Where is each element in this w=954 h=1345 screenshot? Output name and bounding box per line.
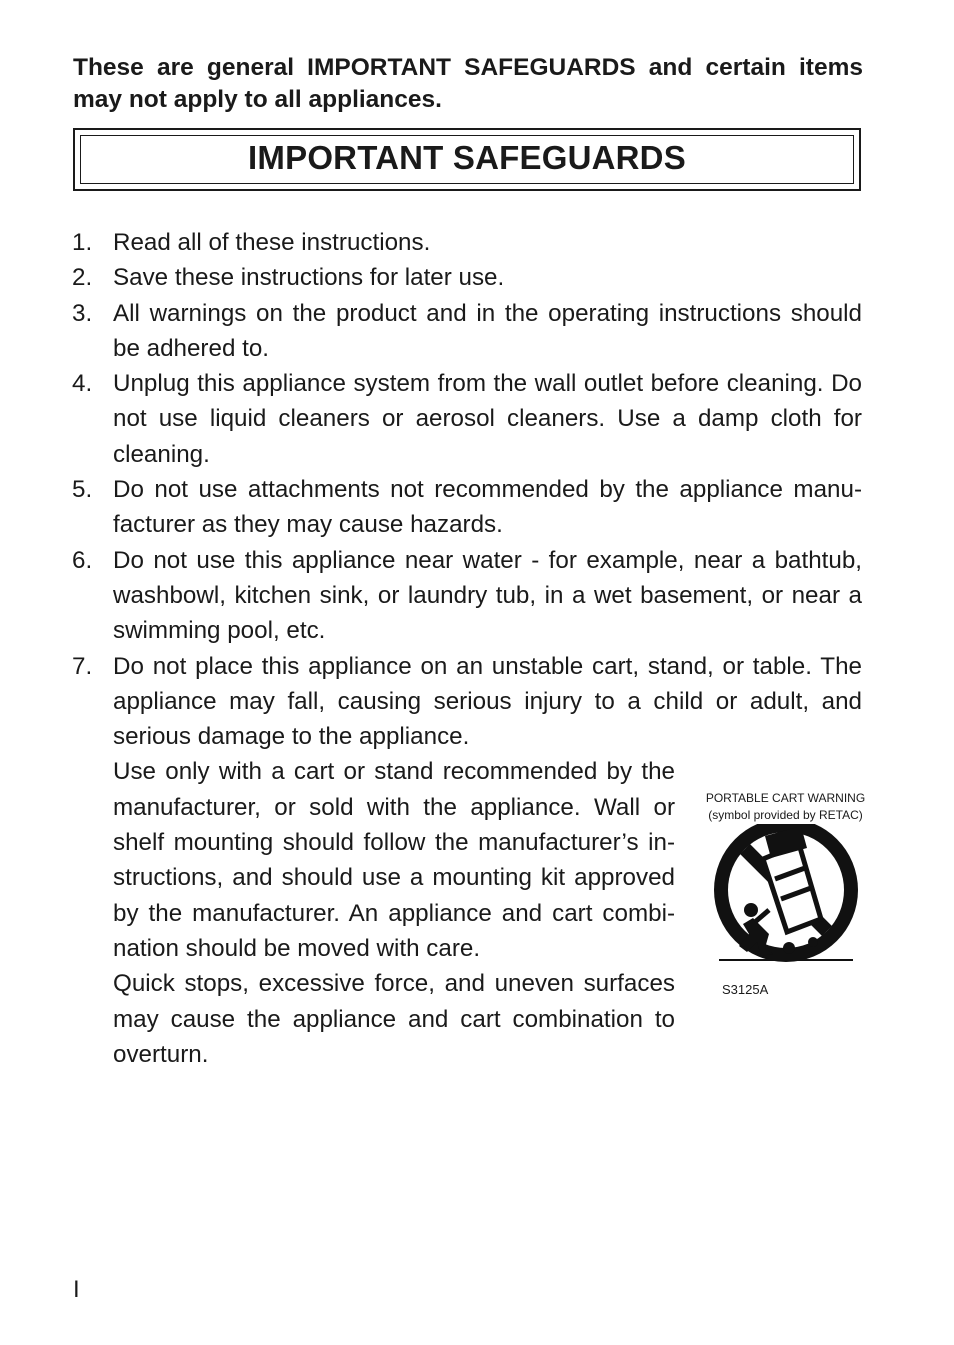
title-box [73, 128, 861, 191]
item-text: All warnings on the product and in the operating instructions should be adhered to. [113, 299, 862, 362]
page-number: I [73, 1276, 80, 1303]
list-item [72, 225, 862, 260]
list-item [72, 543, 862, 649]
item7-paragraph-3: Quick stops, excessive force, and uneven surfaces may cause the appliance and cart combination to overturn. [113, 970, 675, 1068]
title-box-inner [80, 135, 854, 184]
portable-cart-warning-icon [703, 824, 868, 974]
item7-paragraph-2: Use only with a cart or stand recommended by the manufacturer, or sold with the appliance. Wall or shelf mounting should follow the manufacturer’s in-structions, and should use a mounting kit approved by the manufacturer. An appliance and cart combi-nation should be moved with care. [113, 758, 675, 962]
list-item [72, 472, 862, 543]
item-number: 4. [72, 370, 93, 398]
intro-note: These are general IMPORTANT SAFEGUARDS and certain items may not apply to all appliances. [73, 54, 863, 113]
figure-code: S3125A [722, 982, 769, 997]
list-item [72, 296, 862, 367]
list-item [72, 649, 862, 755]
list-item [72, 260, 862, 295]
item-number: 7. [72, 652, 93, 680]
item-text: Do not use attachments not recommended by the appliance manu-facturer as they may cause hazards. [113, 476, 862, 539]
page-title: IMPORTANT SAFEGUARDS [248, 138, 686, 176]
figure-caption-source: (symbol provided by RETAC) [708, 808, 863, 822]
item-text: Do not place this appliance on an unstable cart, stand, or table. The appliance may fall, causing serious injury to a child or adult, and serious damage to the appliance. [113, 652, 862, 751]
item-text: Read all of these instructions. [113, 229, 431, 256]
item-number: 2. [72, 264, 93, 292]
item-number: 3. [72, 299, 93, 327]
item-text: Unplug this appliance system from the wall outlet before cleaning. Do not use liquid cleaners or aerosol cleaners. Use a damp cloth for cleaning. [113, 370, 862, 468]
list-item [72, 366, 862, 472]
item-number: 1. [72, 229, 93, 256]
item-text: Save these instructions for later use. [113, 264, 505, 292]
item-text: Do not use this appliance near water - for example, near a bathtub, washbowl, kitchen sink, or laundry tub, in a wet basement, or near a swimming pool, etc. [113, 546, 862, 645]
item-number: 6. [72, 546, 93, 574]
figure-caption-title: PORTABLE CART WARNING [705, 791, 866, 805]
item-number: 5. [72, 476, 93, 504]
cart-warning-figure [703, 790, 868, 998]
